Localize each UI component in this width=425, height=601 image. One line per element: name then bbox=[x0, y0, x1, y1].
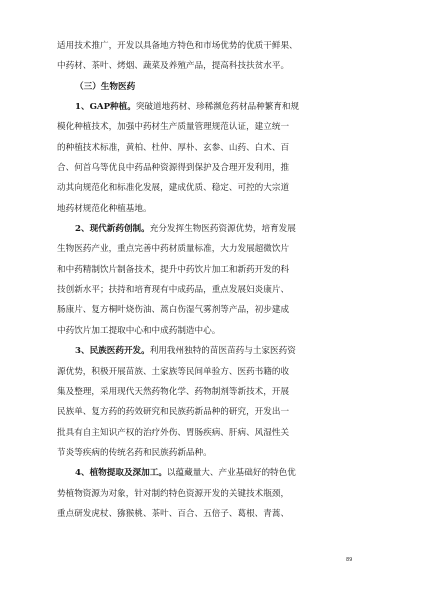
paragraph-gap-planting bbox=[57, 97, 363, 219]
text-line: 地药材规范化种植基地。 bbox=[57, 203, 152, 214]
text-run: 突破道地药材、珍稀濒危药材品种繁育和规 bbox=[135, 102, 300, 113]
text-run: 以蕴藏量大、产业基础好的特色优 bbox=[166, 468, 296, 479]
text-line: 的种植技术标准，黄柏、杜仲、厚朴、玄参、山药、白术、百 bbox=[57, 142, 290, 153]
intro-paragraph bbox=[57, 36, 363, 77]
paragraph-plant-extraction bbox=[57, 463, 363, 524]
text-line: 适用技术推广，开发以具备地方特色和市场优势的优质干鲜果、 bbox=[57, 41, 298, 51]
section-heading: （三）生物医药 bbox=[75, 81, 136, 92]
text-line bbox=[57, 341, 363, 361]
paragraph-title: 4、植物提取及深加工。 bbox=[75, 468, 167, 479]
text-line: 中药材、茶叶、烤烟、蔬菜及养殖产品，提高科技扶贫水平。 bbox=[57, 61, 290, 72]
text-line: 和中药精制饮片制备技术，提升中药饮片加工和新药开发的科 bbox=[57, 264, 290, 275]
paragraph-new-drug bbox=[57, 219, 363, 341]
text-line: 生物医药产业，重点完善中药材质量标准，大力发展超微饮片 bbox=[57, 244, 290, 255]
paragraph-title: 2、现代新药创制。 bbox=[75, 224, 150, 235]
document-body bbox=[57, 36, 363, 524]
text-line: 源优势，积极开展苗族、土家族等民间单验方、医药书籍的收 bbox=[57, 366, 290, 377]
text-line: 模化种植技术，加强中药材生产质量管理规范认证，建立统一 bbox=[57, 122, 290, 133]
text-line bbox=[57, 97, 363, 117]
text-line: 重点研发虎杖、猕猴桃、茶叶、百合、五倍子、葛根、青蒿、 bbox=[57, 508, 290, 519]
text-line: 节炎等疾病的传统名药和民族药新品种。 bbox=[57, 447, 212, 458]
text-line: 中药饮片加工提取中心和中成药制造中心。 bbox=[57, 325, 221, 336]
text-line: 批具有自主知识产权的治疗外伤、胃肠疾病、肝病、风湿性关 bbox=[57, 427, 290, 438]
page-number: 89 bbox=[346, 557, 353, 563]
text-line: 肠康片、复方桐叶烧伤油、蒿白伤湿气雾剂等产品，初步建成 bbox=[57, 305, 290, 316]
text-line: 民族单、复方药的药效研究和民族药新品种的研究，开发出一 bbox=[57, 407, 290, 418]
text-line: 技创新水平；扶持和培育现有中成药品，重点发展妇炎康片、 bbox=[57, 285, 290, 296]
text-line: 势植物资源为对象，针对制约特色资源开发的关键技术瓶颈， bbox=[57, 488, 290, 499]
text-line bbox=[57, 219, 363, 239]
text-run: 利用我州独特的苗医苗药与土家医药资 bbox=[149, 346, 296, 357]
text-line bbox=[57, 463, 363, 483]
text-line: 集及整理，采用现代天然药物化学、药物制剂等新技术，开展 bbox=[57, 386, 290, 397]
paragraph-title: 3、民族医药开发。 bbox=[75, 346, 150, 357]
paragraph-ethnic-medicine bbox=[57, 341, 363, 463]
text-line: 动其向规范化和标准化发展，建成优质、稳定、可控的大宗道 bbox=[57, 183, 290, 194]
paragraph-title: 1、GAP种植。 bbox=[75, 102, 136, 113]
text-line: 合、何首乌等优良中药品种资源得到保护及合理开发利用，推 bbox=[57, 163, 290, 174]
text-run: 充分发挥生物医药资源优势，培育发展 bbox=[149, 224, 296, 235]
